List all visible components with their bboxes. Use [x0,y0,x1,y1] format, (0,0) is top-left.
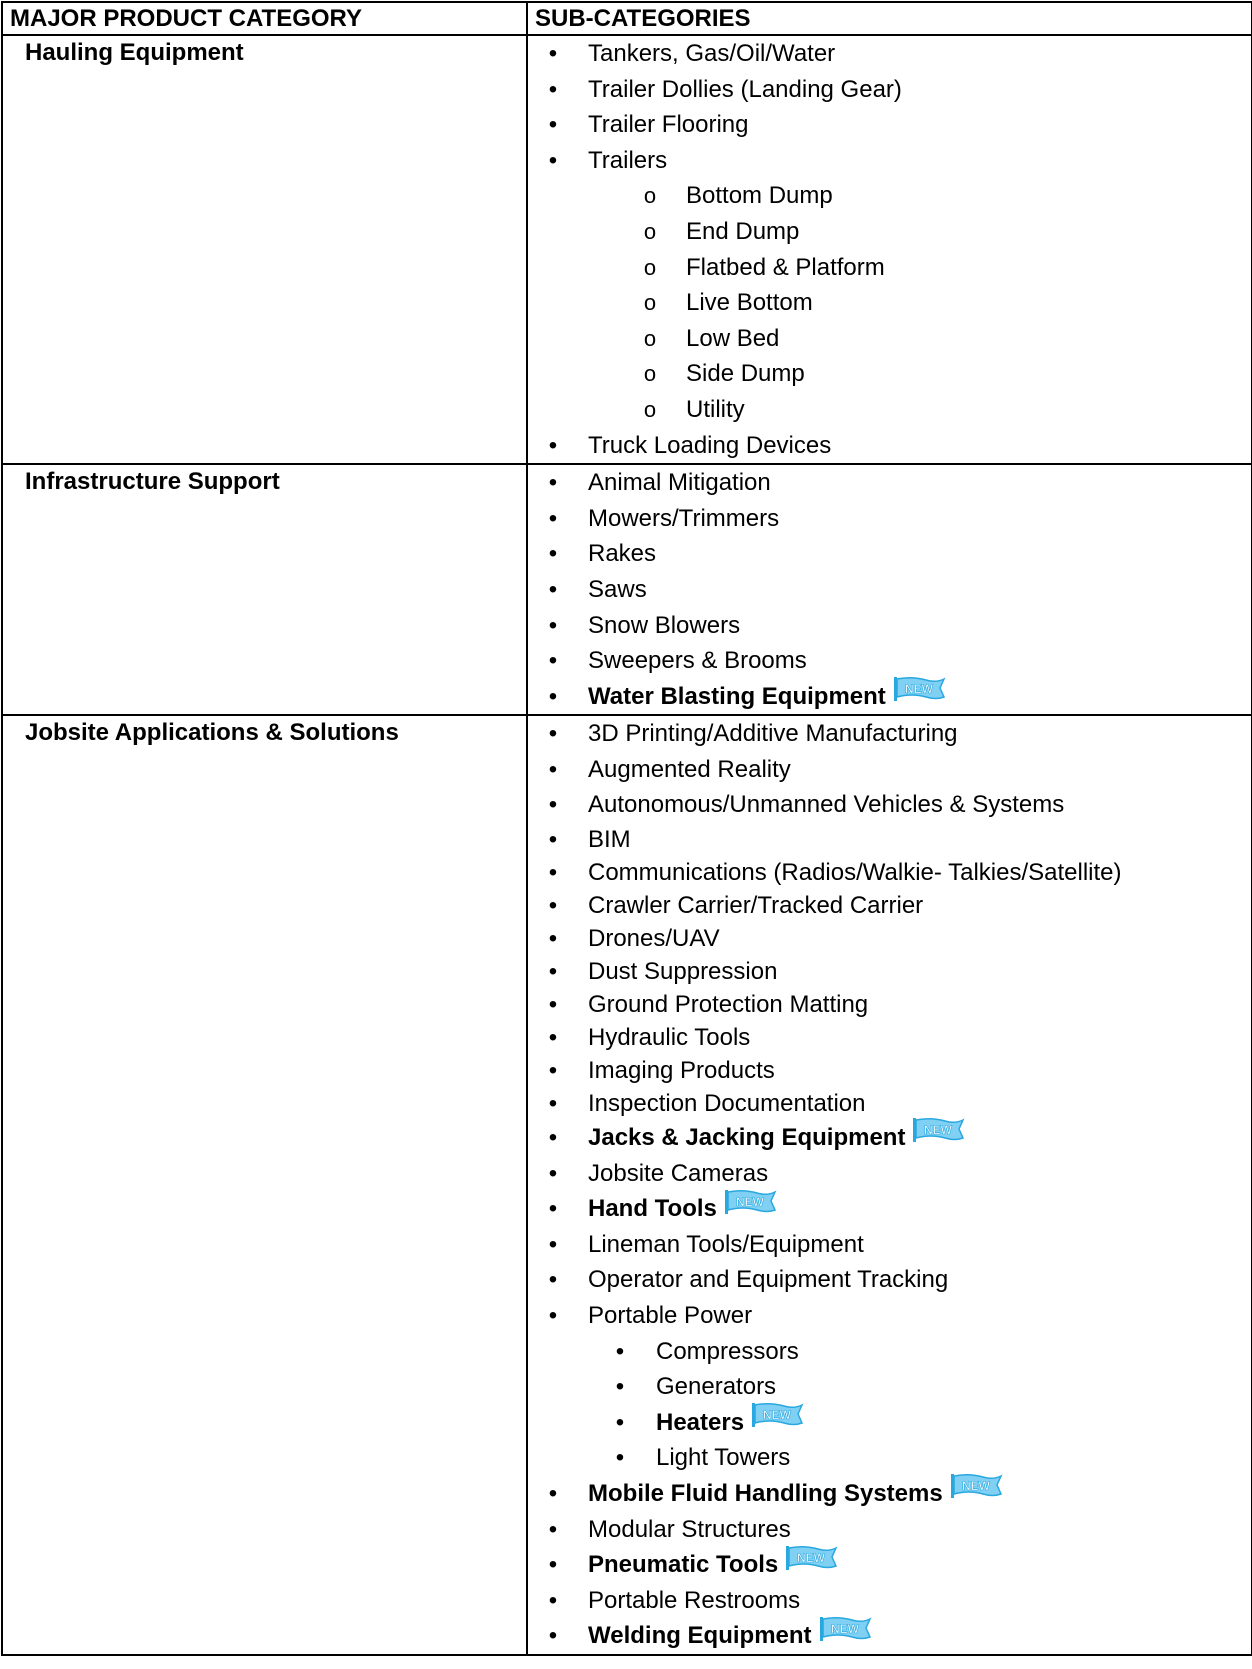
sub-category-label: Autonomous/Unmanned Vehicles & Systems [588,791,1065,819]
new-badge-icon [949,1473,1003,1510]
header-sub-categories: SUB-CATEGORIES [527,2,1252,35]
sub-category-item [528,465,1251,501]
bullet-icon: • [548,682,558,710]
bullet-icon: • [548,1124,558,1152]
new-badge-icon [911,1117,965,1154]
sub-category-label: Mobile Fluid Handling Systems [588,1480,943,1507]
bullet-icon: • [548,1515,558,1543]
major-category-cell: Jobsite Applications & Solutions [2,715,527,1655]
sub-category-item [528,72,1251,108]
sub-category-subitem [528,392,1251,428]
sub-category-item [528,1298,1251,1334]
sub-category-label: Rakes [588,540,657,568]
sub-category-label: Trailer Dollies (Landing Gear) [588,75,902,103]
sub-category-label: BIM [588,826,631,854]
bullet-icon: • [548,40,558,67]
bullet-icon: • [548,720,558,748]
sub-category-label: Trailers [588,146,668,174]
sub-category-label: Drones/UAV [588,925,720,953]
bullet-icon: • [615,1408,625,1436]
bullet-icon: • [548,1195,558,1223]
sub-category-subitem [528,285,1251,321]
sub-category-item [528,889,1251,922]
sub-category-item [528,856,1251,889]
sub-category-item [528,143,1251,179]
sub-category-label: Pneumatic Tools [588,1551,779,1579]
bullet-icon: o [643,183,657,209]
bullet-icon: • [548,991,558,1019]
sub-category-label: Jobsite Cameras [588,1159,769,1187]
bullet-icon: o [643,325,657,351]
bullet-icon: • [548,575,558,603]
sub-category-label: Compressors [656,1337,799,1365]
bullet-icon: • [548,1159,558,1187]
new-badge-text: NEW [830,1621,859,1636]
bullet-icon: • [548,1622,558,1650]
sub-categories-cell [527,35,1252,464]
sub-category-item [528,787,1251,823]
bullet-icon: • [548,111,558,139]
sub-category-label: Augmented Reality [588,755,791,783]
major-category-cell: Infrastructure Support [2,464,527,715]
sub-category-item [528,679,1251,715]
sub-category-item [528,1512,1251,1548]
bullet-icon: • [548,925,558,953]
bullet-icon: • [548,755,558,783]
sub-category-item [528,1156,1251,1192]
bullet-icon: o [643,396,657,422]
category-row [2,464,1252,715]
major-category-cell: Hauling Equipment [2,35,527,464]
bullet-icon: • [615,1337,625,1365]
bullet-icon: • [548,146,558,174]
bullet-icon: • [548,647,558,675]
sub-category-label: Animal Mitigation [588,469,771,497]
bullet-icon: • [548,958,558,986]
sub-category-label: Saws [588,575,647,603]
sub-category-label: End Dump [686,217,800,245]
new-badge-icon [784,1545,838,1582]
new-badge-text: NEW [961,1479,990,1494]
bullet-icon: • [548,1230,558,1258]
sub-category-label: Tankers, Gas/Oil/Water [588,40,836,67]
bullet-icon: • [548,504,558,532]
bullet-icon: • [548,540,558,568]
bullet-icon: • [548,1024,558,1052]
sub-category-item [528,501,1251,537]
sub-category-subitem [528,1405,1251,1441]
sub-category-item [528,955,1251,988]
new-badge-text: NEW [735,1194,764,1209]
new-badge-text: NEW [797,1550,826,1565]
sub-category-label: Utility [686,395,745,423]
sub-category-item [528,1583,1251,1619]
bullet-icon: • [548,1551,558,1579]
sub-category-label: Lineman Tools/Equipment [588,1230,864,1258]
product-category-table [1,1,1252,1656]
sub-category-label: Hydraulic Tools [588,1024,751,1052]
sub-category-item [528,1618,1251,1654]
sub-category-label: Water Blasting Equipment [588,682,886,710]
sub-category-item [528,107,1251,143]
sub-category-label: Crawler Carrier/Tracked Carrier [588,892,924,920]
bullet-icon: • [548,791,558,819]
sub-category-item [528,823,1251,856]
sub-category-item [528,1476,1251,1512]
bullet-icon: o [643,218,657,244]
sub-category-label: Trailer Flooring [588,111,749,139]
sub-category-label: 3D Printing/Additive Manufacturing [588,720,958,748]
bullet-icon: • [548,1480,558,1507]
sub-category-label: Live Bottom [686,289,813,317]
sub-category-item [528,572,1251,608]
sub-category-label: Portable Restrooms [588,1586,801,1614]
bullet-icon: • [548,1266,558,1294]
sub-category-label: Ground Protection Matting [588,991,869,1019]
sub-category-list [528,465,1251,714]
sub-category-item [528,1547,1251,1583]
sub-category-list [528,36,1251,463]
sub-category-label: Sweepers & Brooms [588,647,807,675]
sub-category-item [528,922,1251,955]
table-body [2,35,1252,1655]
sub-category-item [528,1120,1251,1156]
sub-category-label: Hand Tools [588,1195,717,1223]
sub-category-label: Side Dump [686,360,805,388]
sub-category-subitem [528,1369,1251,1405]
bullet-icon: o [643,361,657,387]
sub-category-label: Bottom Dump [686,182,833,210]
new-badge-icon [892,676,946,713]
sub-category-item [528,1021,1251,1054]
sub-category-label: Portable Power [588,1302,753,1330]
sub-category-subitem [528,214,1251,250]
category-row [2,35,1252,464]
bullet-icon: o [643,254,657,280]
sub-category-item [528,1087,1251,1120]
header-major-category: MAJOR PRODUCT CATEGORY [2,2,527,35]
bullet-icon: • [548,1090,558,1118]
sub-category-subitem [528,356,1251,392]
new-badge-text: NEW [763,1408,792,1423]
sub-category-label: Dust Suppression [588,958,778,986]
new-badge-icon [750,1402,804,1439]
new-badge-text: NEW [904,682,933,697]
bullet-icon: • [548,431,558,459]
sub-category-item [528,988,1251,1021]
sub-category-item [528,1227,1251,1263]
bullet-icon: • [548,1057,558,1085]
sub-category-item [528,536,1251,572]
sub-category-label: Operator and Equipment Tracking [588,1266,949,1294]
sub-category-label: Heaters [656,1408,745,1436]
sub-category-subitem [528,250,1251,286]
sub-category-list [528,716,1251,1654]
bullet-icon: • [548,892,558,920]
sub-category-item [528,752,1251,788]
sub-category-item [528,1054,1251,1087]
bullet-icon: • [548,75,558,103]
header-row [2,2,1252,35]
new-badge-icon [723,1189,777,1226]
sub-category-label: Snow Blowers [588,611,741,639]
new-badge-text: NEW [924,1123,953,1138]
sub-category-item [528,716,1251,752]
category-row [2,715,1252,1655]
sub-category-label: Imaging Products [588,1057,775,1085]
sub-category-label: Truck Loading Devices [588,431,832,459]
sub-category-label: Communications (Radios/Walkie- Talkies/Satellite) [588,859,1122,887]
bullet-icon: • [548,611,558,639]
bullet-icon: o [643,290,657,316]
sub-category-item [528,608,1251,644]
sub-category-subitem [528,1440,1251,1476]
bullet-icon: • [548,469,558,497]
sub-category-item [528,428,1251,464]
sub-category-label: Mowers/Trimmers [588,504,780,532]
sub-category-item [528,36,1251,72]
sub-category-label: Low Bed [686,324,780,352]
new-badge-icon [818,1616,872,1653]
sub-category-item [528,1191,1251,1227]
sub-category-label: Inspection Documentation [588,1090,866,1118]
sub-category-label: Modular Structures [588,1515,791,1543]
sub-category-label: Welding Equipment [588,1622,812,1650]
sub-category-item [528,1262,1251,1298]
sub-category-item [528,643,1251,679]
sub-categories-cell [527,715,1252,1655]
sub-categories-cell [527,464,1252,715]
sub-category-label: Flatbed & Platform [686,253,885,281]
sub-category-subitem [528,1334,1251,1370]
sub-category-label: Generators [656,1373,777,1401]
bullet-icon: • [548,859,558,887]
bullet-icon: • [548,1586,558,1614]
sub-category-subitem [528,178,1251,214]
sub-category-label: Light Towers [656,1444,791,1472]
bullet-icon: • [615,1444,625,1472]
bullet-icon: • [548,826,558,854]
bullet-icon: • [615,1373,625,1401]
bullet-icon: • [548,1302,558,1330]
sub-category-label: Jacks & Jacking Equipment [588,1124,906,1152]
sub-category-subitem [528,321,1251,357]
